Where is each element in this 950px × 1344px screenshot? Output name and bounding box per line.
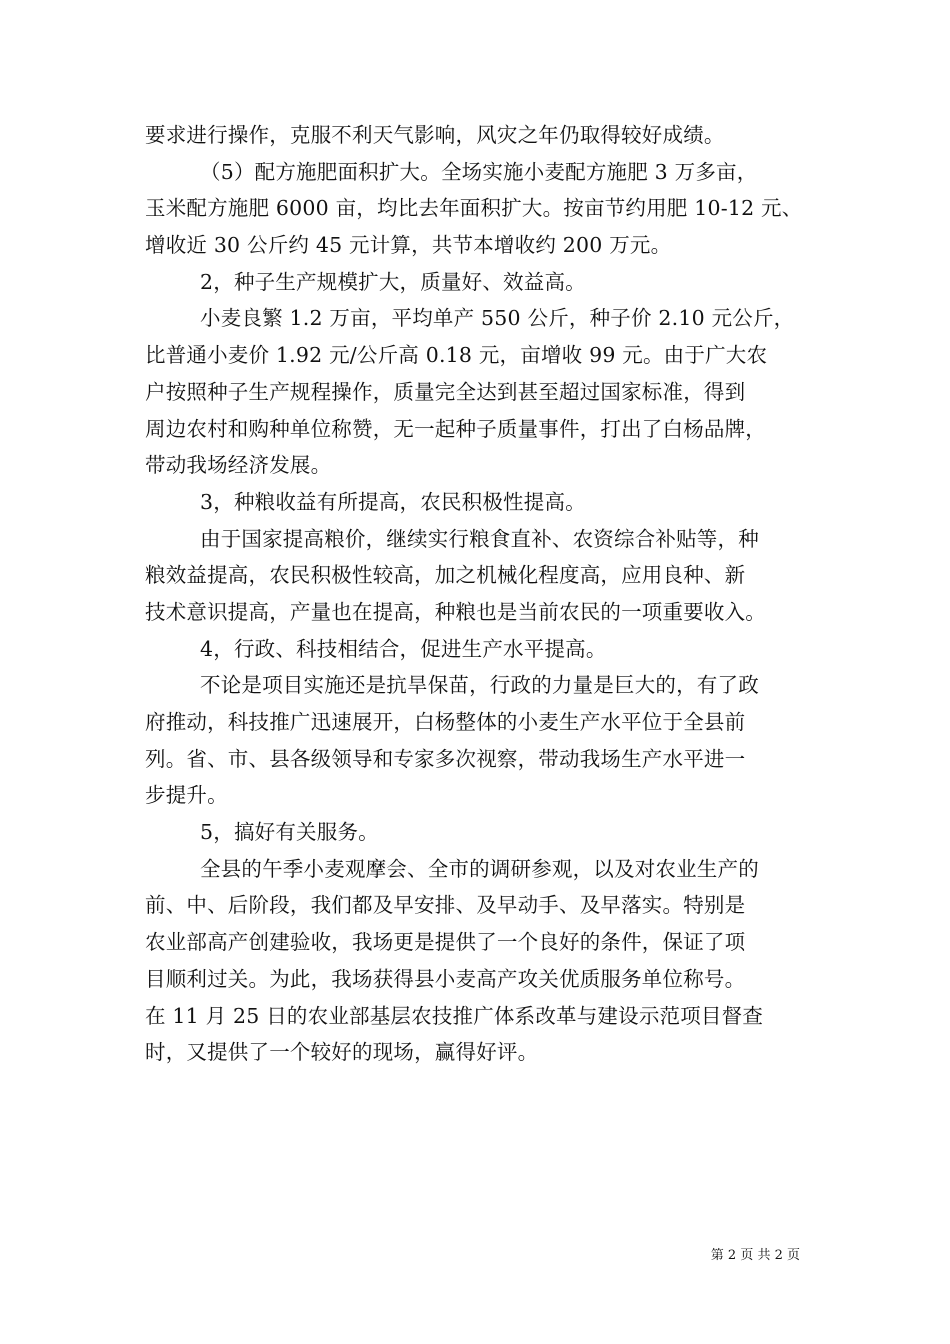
text-line: 全县的午季小麦观摩会、全市的调研参观，以及对农业生产的 [200,856,759,881]
section-heading: 5，搞好有关服务。 [200,820,379,845]
text-line: 技术意识提高，产量也在提高，种粮也是当前农民的一项重要收入。 [145,599,766,624]
text-line: 要求进行操作，克服不利天气影响，风灾之年仍取得较好成绩。 [145,123,725,147]
text-line: 时，又提供了一个较好的现场，赢得好评。 [145,1040,539,1065]
text-line: 目顺利过关。为此，我场获得县小麦高产攻关优质服务单位称号。 [145,966,746,991]
page-number: 第 2 页 共 2 页 [710,1248,800,1263]
text-line: 粮效益提高，农民积极性较高，加之机械化程度高，应用良种、新 [145,563,746,588]
text-line: 增收近 30 公斤约 45 元计算，共节本增收约 200 万元。 [145,233,672,258]
section-heading: 3，种粮收益有所提高，农民积极性提高。 [200,489,586,514]
text-line: 由于国家提高粮价，继续实行粮食直补、农资综合补贴等，种 [200,526,759,551]
text-line: 小麦良繁 1.2 万亩，平均单产 550 公斤，种子价 2.10 元公斤， [200,306,795,331]
text-line: 农业部高产创建验收，我场更是提供了一个良好的条件，保证了项 [145,930,746,955]
text-line: 前、中、后阶段，我们都及早安排、及早动手、及早落实。特别是 [145,893,746,918]
text-line: 玉米配方施肥 6000 亩，均比去年面积扩大。按亩节约用肥 10-12 元、 [145,196,803,221]
text-line: 户按照种子生产规程操作，质量完全达到甚至超过国家标准，得到 [145,379,746,404]
section-heading: 4，行政、科技相结合，促进生产水平提高。 [200,636,607,661]
section-heading: 2，种子生产规模扩大，质量好、效益高。 [200,269,586,294]
text-line: 列。省、市、县各级领导和专家多次视察，带动我场生产水平进一 [145,746,746,771]
text-line: 步提升。 [145,783,228,808]
text-line: 比普通小麦价 1.92 元/公斤高 0.18 元，亩增收 99 元。由于广大农 [145,343,768,368]
text-line: 府推动，科技推广迅速展开，白杨整体的小麦生产水平位于全县前 [145,710,746,734]
text-line: 不论是项目实施还是抗旱保苗，行政的力量是巨大的，有了政 [200,673,759,698]
text-line: 周边农村和购种单位称赞，无一起种子质量事件，打出了白杨品牌， [145,416,766,441]
text-line: 在 11 月 25 日的农业部基层农技推广体系改革与建设示范项目督查 [145,1003,764,1028]
text-line: 带动我场经济发展。 [145,453,332,478]
body-text [145,117,810,1071]
text-line: （5）配方施肥面积扩大。全场实施小麦配方施肥 3 万多亩， [200,159,758,184]
